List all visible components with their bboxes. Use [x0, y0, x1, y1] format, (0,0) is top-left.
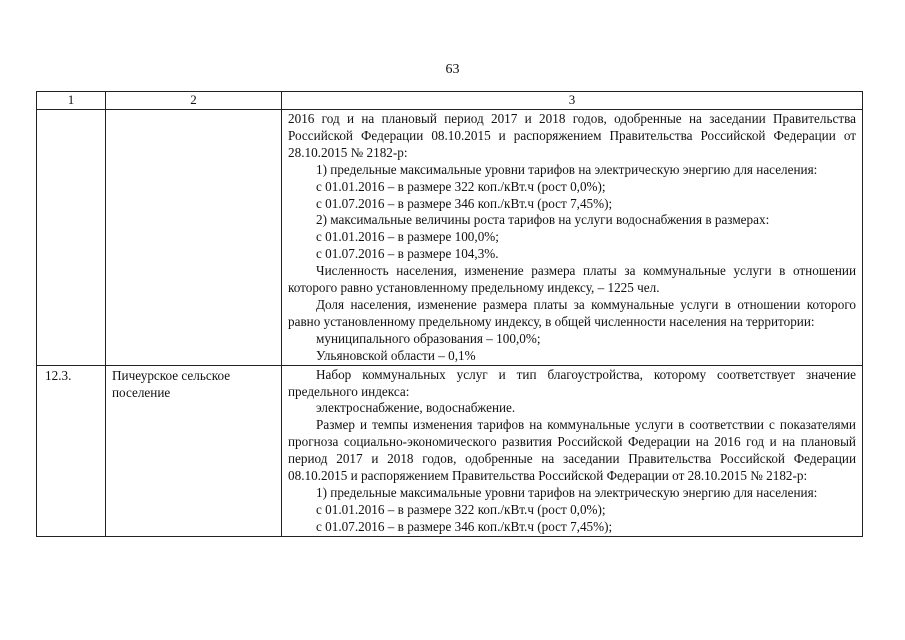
settlement-name: Пичеурское сельское поселение	[106, 365, 282, 536]
description-line: с 01.01.2016 – в размере 322 коп./кВт.ч (рост 0,0%);	[316, 501, 606, 517]
table-header-row	[37, 92, 863, 110]
row-number: 12.3.	[37, 365, 106, 536]
description-line: 2016 год и на плановый период 2017 и 2018 годов, одобренные на заседании Правительства Российской Федерации 08.10.2015 и распоряжением Правительства Российской Федерации от 28.10.2015 № 2182-р:	[288, 111, 856, 160]
description-line: с 01.07.2016 – в размере 346 коп./кВт.ч (рост 7,45%);	[316, 195, 613, 211]
row-description	[282, 110, 863, 366]
column-header-1: 1	[37, 92, 106, 110]
row-description	[282, 365, 863, 536]
column-header-3: 3	[282, 92, 863, 110]
description-line: Ульяновской области – 0,1%	[316, 347, 476, 363]
table-row	[37, 365, 863, 536]
column-header-2: 2	[106, 92, 282, 110]
description-line: с 01.07.2016 – в размере 346 коп./кВт.ч (рост 7,45%);	[316, 518, 613, 534]
description-line: Численность населения, изменение размера платы за коммунальные услуги в отношении которого равно установленному предельному индексу, – 1225 чел.	[288, 263, 856, 296]
description-line: с 01.07.2016 – в размере 104,3%.	[316, 246, 499, 262]
description-line: 2) максимальные величины роста тарифов на услуги водоснабжения в размерах:	[316, 212, 770, 228]
description-line: муниципального образования – 100,0%;	[316, 330, 541, 346]
settlement-name	[106, 110, 282, 366]
page-number: 63	[445, 62, 460, 77]
description-line: Доля населения, изменение размера платы за коммунальные услуги в отношении которого равно установленному предельному индексу, в общей численности населения на территории:	[288, 296, 856, 329]
row-number	[37, 110, 106, 366]
description-line: Размер и темпы изменения тарифов на коммунальные услуги в соответствии с показателями прогноза социально-экономического развития Российской Федерации на 2016 год и на плановый период 2017 и 2018 годов, одобренные на заседании Правительства Российской Федерации 08.10.2015 и распоряжением Правительства Российской Федерации от 28.10.2015 № 2182-р:	[288, 417, 856, 484]
description-line: 1) предельные максимальные уровни тарифов на электрическую энергию для населения:	[316, 484, 818, 500]
tariff-table	[36, 91, 863, 537]
description-line: Набор коммунальных услуг и тип благоустройства, которому соответствует значение предельного индекса:	[288, 366, 856, 399]
description-line: с 01.01.2016 – в размере 100,0%;	[316, 229, 499, 245]
description-line: электроснабжение, водоснабжение.	[316, 400, 516, 416]
description-line: с 01.01.2016 – в размере 322 коп./кВт.ч (рост 0,0%);	[316, 178, 606, 194]
description-line: 1) предельные максимальные уровни тарифов на электрическую энергию для населения:	[316, 161, 818, 177]
table-row	[37, 110, 863, 366]
